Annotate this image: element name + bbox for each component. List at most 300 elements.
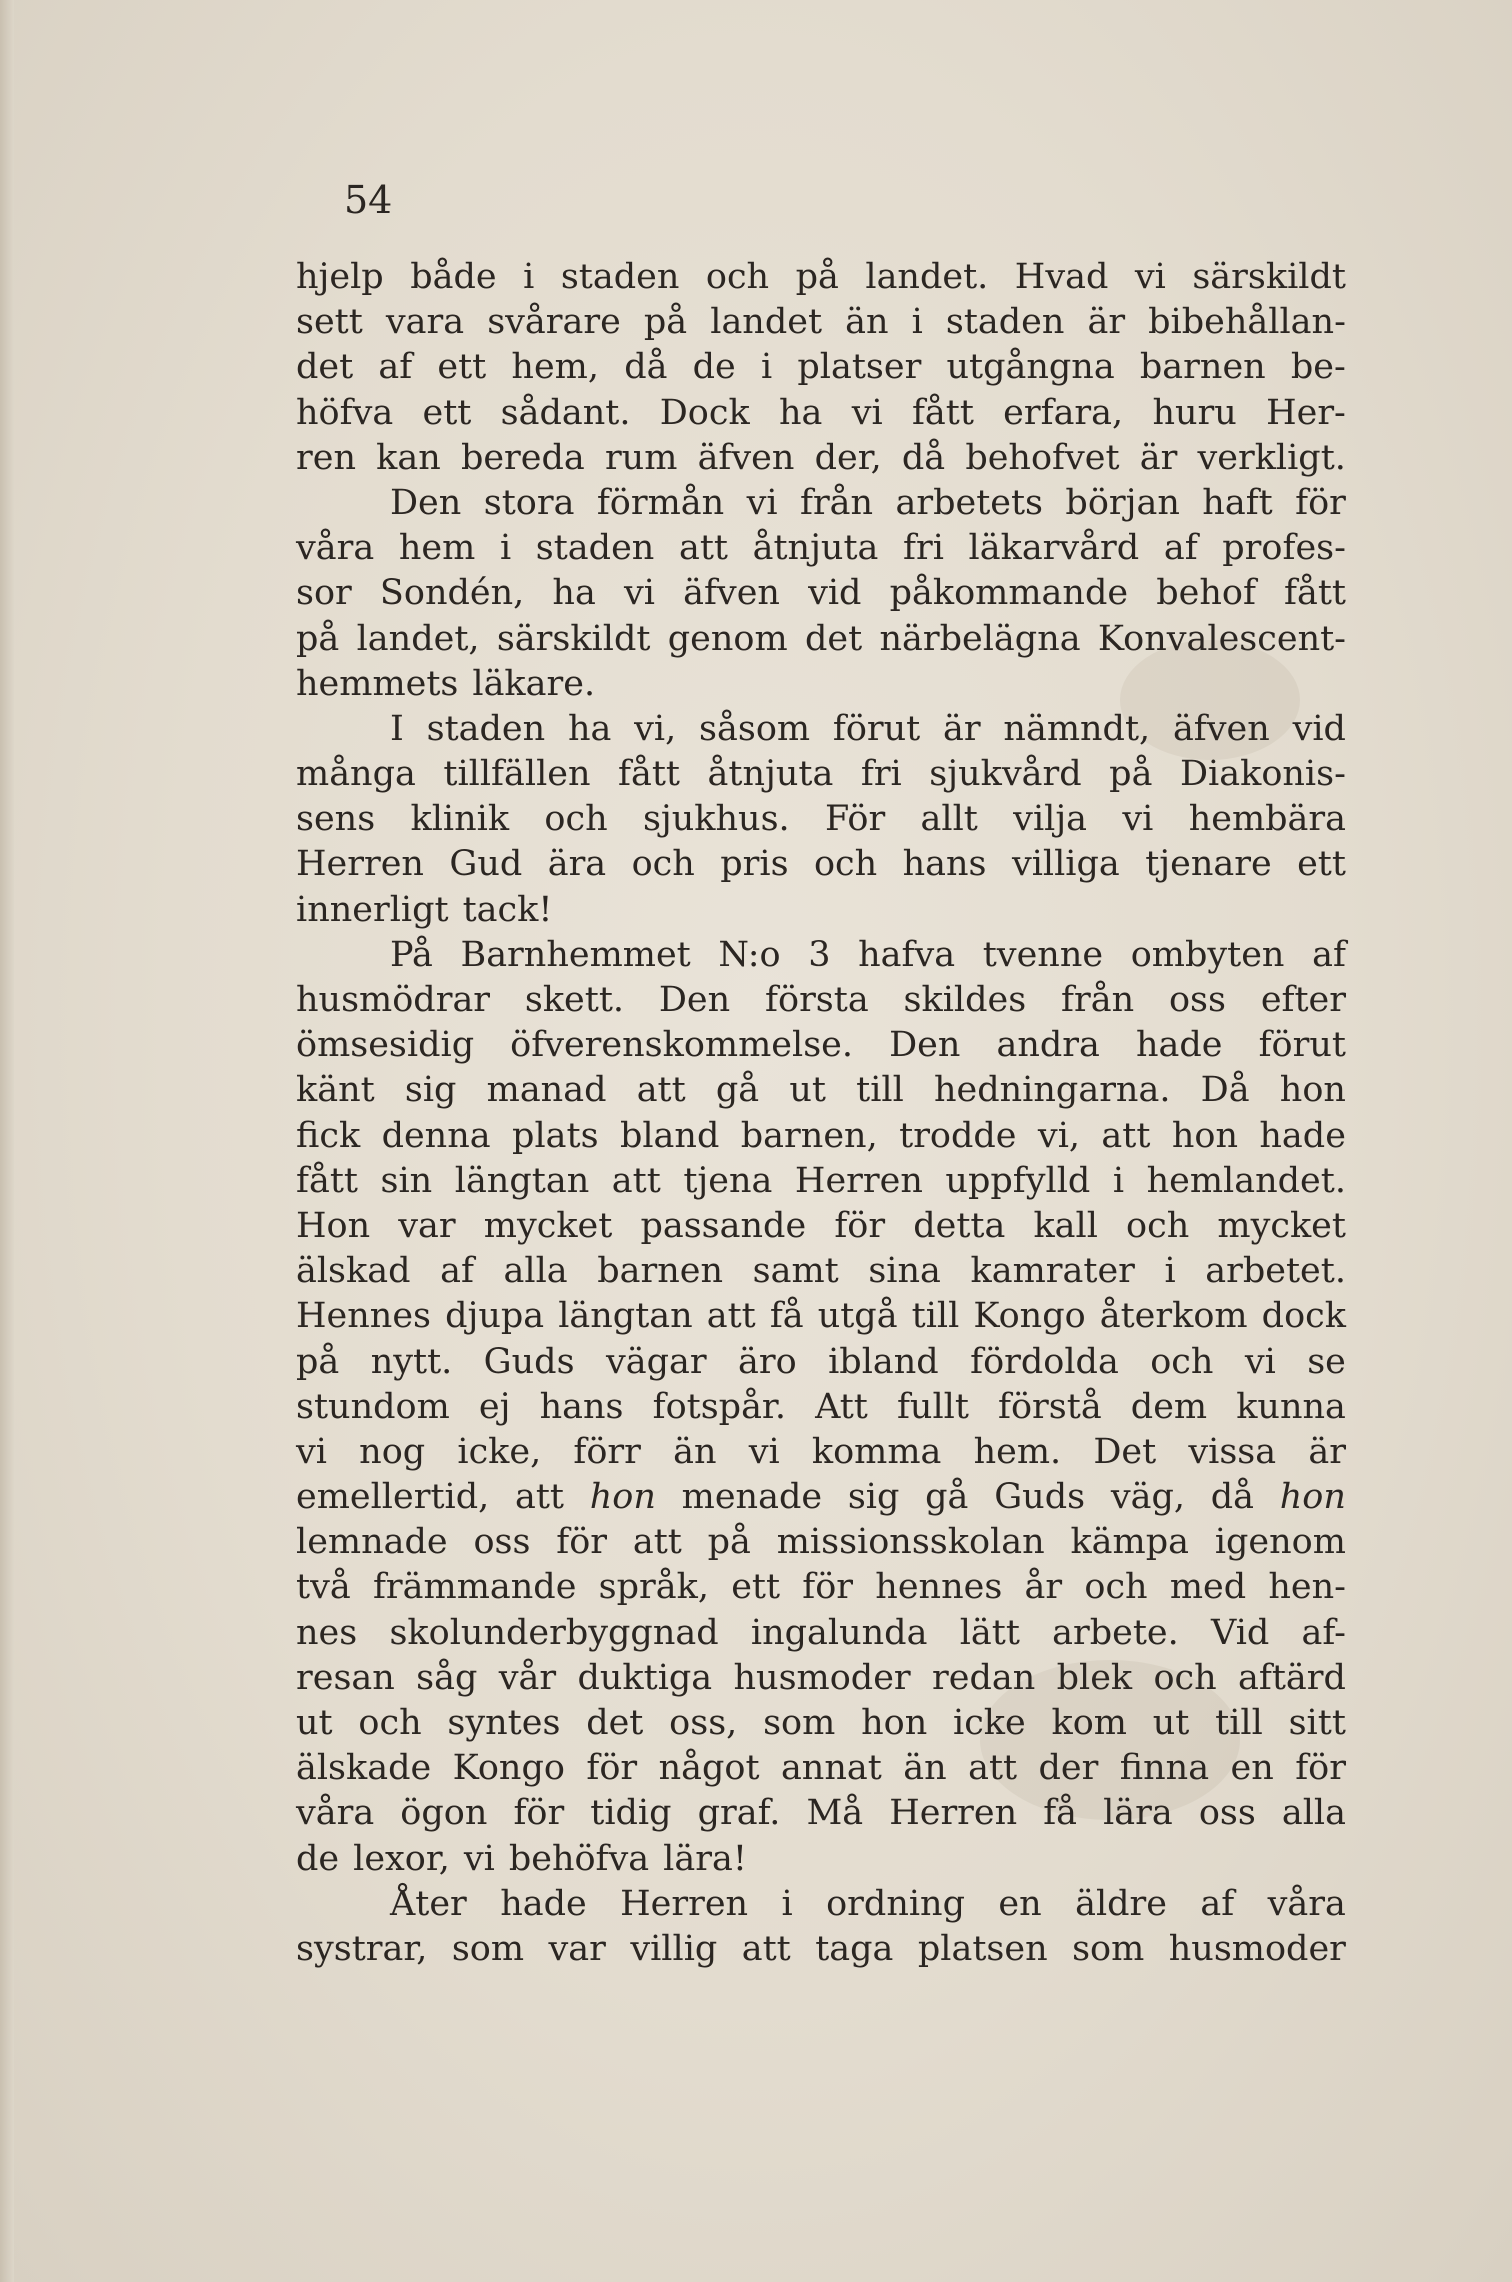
- text-line: [296, 842, 1346, 887]
- body-text: [296, 255, 1346, 1972]
- word: hade: [1135, 1025, 1223, 1066]
- word: Gud: [449, 844, 523, 885]
- word: Må: [806, 1793, 864, 1834]
- word: Då: [1200, 1070, 1250, 1111]
- text-line: [296, 1746, 1346, 1791]
- word: till: [856, 1070, 904, 1111]
- word: trodde: [899, 1115, 1017, 1156]
- word: oss: [473, 1522, 531, 1563]
- word: sor: [296, 573, 352, 614]
- word: många: [296, 754, 416, 795]
- word: hedningarna.: [933, 1070, 1171, 1111]
- text-line: [296, 1791, 1346, 1836]
- word: Konvalescent-: [1097, 618, 1346, 659]
- word: var: [548, 1928, 606, 1969]
- word: oss: [1168, 980, 1226, 1020]
- word: fri: [903, 528, 944, 569]
- word: som: [763, 1703, 836, 1743]
- word: dock: [1261, 1296, 1346, 1337]
- word: staden: [535, 528, 655, 569]
- word: från: [799, 482, 874, 523]
- word: och: [631, 844, 695, 885]
- word: hembära: [1188, 799, 1346, 840]
- word: Dock: [659, 392, 750, 433]
- word: på: [296, 618, 340, 659]
- word: förut: [1258, 1025, 1346, 1066]
- word: staden: [945, 302, 1065, 343]
- text-line: [296, 1882, 1346, 1927]
- word: ett: [437, 347, 487, 388]
- word: början: [1065, 482, 1180, 523]
- word: det: [586, 1703, 644, 1743]
- word: fått: [1284, 573, 1346, 614]
- word: ren: [296, 437, 356, 478]
- word: vi,: [634, 708, 677, 749]
- word: detta: [913, 1205, 1006, 1246]
- word: hade: [500, 1883, 587, 1924]
- word: bland: [619, 1115, 720, 1156]
- word: äldre: [1075, 1883, 1167, 1924]
- word: stora: [483, 482, 575, 523]
- word: mycket: [483, 1205, 613, 1246]
- word: Hon: [296, 1205, 371, 1246]
- word: förmån: [596, 482, 725, 523]
- word: fått: [911, 392, 974, 433]
- text-line: [296, 300, 1346, 345]
- word: sitt: [1288, 1703, 1346, 1743]
- word: nämndt,: [1003, 708, 1151, 749]
- word: menade: [681, 1477, 823, 1518]
- word: alla: [1281, 1793, 1346, 1834]
- word: passande: [640, 1205, 807, 1246]
- word: våra: [1267, 1883, 1346, 1924]
- word: staden: [426, 708, 546, 749]
- word: Den: [658, 980, 731, 1020]
- word: förr: [573, 1431, 641, 1472]
- word: Hennes: [296, 1296, 431, 1337]
- word: skett.: [524, 980, 625, 1020]
- text-line: [296, 1837, 1346, 1882]
- word: kall: [1033, 1205, 1098, 1246]
- word: icke: [953, 1703, 1026, 1743]
- word: Herren: [620, 1883, 749, 1924]
- text-line: [296, 1475, 1346, 1520]
- word: ha: [778, 392, 823, 433]
- text-line: [296, 1385, 1346, 1430]
- word: vår: [498, 1657, 557, 1698]
- word: profes-: [1222, 528, 1346, 569]
- word: hon: [1279, 1070, 1346, 1111]
- word: pris: [720, 844, 789, 885]
- word: på: [643, 302, 688, 343]
- word: lemnade: [296, 1522, 448, 1563]
- word: lära: [1103, 1793, 1173, 1834]
- word: hafva: [858, 934, 956, 975]
- word: äro: [738, 1341, 797, 1382]
- word: duktiga: [577, 1657, 713, 1698]
- word: dem: [1130, 1386, 1208, 1427]
- word: i: [523, 257, 535, 297]
- word: vid: [808, 573, 862, 614]
- word: vi: [296, 1431, 327, 1472]
- word: skolunderbyggnad: [389, 1612, 719, 1653]
- word: och: [1150, 1341, 1214, 1382]
- word: hem,: [511, 347, 599, 388]
- word: i: [1164, 1251, 1176, 1292]
- word: våra: [296, 528, 375, 569]
- word: barnen: [1139, 347, 1266, 388]
- word: och: [705, 257, 770, 297]
- text-line: [296, 436, 1346, 481]
- word: än: [845, 302, 889, 343]
- word: Barnhemmet: [460, 934, 691, 975]
- word: var: [398, 1205, 456, 1246]
- word: känt: [296, 1070, 375, 1111]
- word: annat: [780, 1748, 882, 1789]
- word: huru: [1152, 392, 1237, 433]
- word: För: [825, 799, 886, 840]
- text-line: [296, 797, 1346, 842]
- word: vi: [1244, 1341, 1276, 1382]
- word: få: [1043, 1793, 1078, 1834]
- word: återkom: [1099, 1296, 1248, 1337]
- word: ömsesidig: [296, 1025, 475, 1066]
- word: för: [556, 1522, 608, 1563]
- text-line: [296, 526, 1346, 571]
- word: af: [440, 1251, 474, 1292]
- text-line: [296, 752, 1346, 797]
- word: att: [632, 1522, 682, 1563]
- word: vi: [851, 392, 883, 433]
- text-line: [296, 1023, 1346, 1068]
- word: der,: [814, 437, 882, 478]
- word: främmande: [372, 1567, 577, 1608]
- word: efter: [1260, 980, 1346, 1020]
- word: väg,: [1110, 1477, 1185, 1518]
- text-line: [296, 662, 1346, 707]
- word: närbelägna: [879, 618, 1081, 659]
- word: fått: [618, 754, 680, 795]
- word: ögon: [400, 1793, 488, 1834]
- word: Den: [390, 482, 462, 523]
- word: der: [1038, 1748, 1099, 1789]
- word: oss,: [669, 1703, 738, 1743]
- word: tidig: [590, 1793, 672, 1834]
- text-line: [296, 1430, 1346, 1475]
- word: vi: [623, 573, 655, 614]
- word: vi: [1134, 257, 1166, 297]
- word: missionsskolan: [776, 1522, 1045, 1563]
- word: husmödrar: [296, 980, 491, 1020]
- word: arbetet.: [1205, 1251, 1346, 1292]
- word: N:o: [718, 934, 781, 975]
- word: ibland: [828, 1341, 939, 1382]
- word: särskildt: [496, 618, 651, 659]
- word: nes: [296, 1612, 358, 1653]
- word: hans: [539, 1386, 624, 1427]
- word: Sondén,: [379, 573, 525, 614]
- word: på: [296, 1341, 340, 1382]
- word: Her-: [1266, 392, 1346, 433]
- word: längtan: [454, 1160, 590, 1201]
- word: de: [692, 347, 736, 388]
- word: fått: [296, 1160, 358, 1201]
- text-line: [296, 707, 1346, 752]
- word: af: [1312, 934, 1346, 975]
- word: manad: [486, 1070, 607, 1111]
- word: sett: [296, 302, 363, 343]
- word: i: [1112, 1160, 1125, 1201]
- text-line: [296, 1114, 1346, 1159]
- word: och: [1084, 1567, 1148, 1608]
- word: sina: [868, 1251, 941, 1292]
- word: komma: [811, 1431, 942, 1472]
- word: äfven: [1172, 708, 1270, 749]
- word: ett: [1297, 844, 1346, 885]
- word: oss: [1198, 1793, 1256, 1834]
- word: år: [1024, 1567, 1063, 1608]
- word: kan: [376, 437, 441, 478]
- word: är: [1139, 437, 1178, 478]
- text-line: [296, 345, 1346, 390]
- word: landet.: [865, 257, 989, 297]
- word: Att: [815, 1386, 868, 1427]
- word: tvenne: [982, 934, 1104, 975]
- text-line: [296, 1340, 1346, 1385]
- word: såsom: [699, 708, 811, 749]
- word: utgå: [817, 1296, 898, 1337]
- word: Den: [889, 1025, 961, 1066]
- word: vissa: [1188, 1431, 1277, 1472]
- word: villig: [630, 1928, 718, 1969]
- word: vid: [1292, 708, 1346, 749]
- word: kämpa: [1070, 1522, 1190, 1563]
- word: då: [901, 437, 946, 478]
- text-line: [296, 1656, 1346, 1701]
- word: platsen: [917, 1928, 1048, 1969]
- word: få: [769, 1296, 804, 1337]
- word: ut: [296, 1703, 333, 1743]
- word: i: [499, 528, 512, 569]
- word: ingalunda: [750, 1612, 928, 1653]
- word: att: [515, 1477, 564, 1518]
- word: Vid: [1211, 1612, 1270, 1653]
- text-line: [296, 255, 1346, 300]
- word: hem: [398, 528, 476, 569]
- text-line: [296, 978, 1346, 1023]
- word: Hvad: [1014, 257, 1109, 297]
- word: höfva: [296, 392, 394, 433]
- word: åtnjuta: [752, 528, 879, 569]
- word: På: [390, 934, 433, 975]
- word: hade: [1259, 1115, 1346, 1156]
- word: af: [378, 347, 413, 388]
- word: sin: [380, 1160, 433, 1201]
- word: haft: [1202, 482, 1273, 523]
- word: på: [707, 1522, 751, 1563]
- word: vi: [463, 1838, 495, 1879]
- word: sjukvård: [929, 754, 1082, 795]
- word: en: [998, 1883, 1042, 1924]
- word: husmoder: [1168, 1928, 1346, 1969]
- word: tillfällen: [443, 754, 591, 795]
- word: barnen: [597, 1251, 724, 1292]
- word: icke,: [457, 1431, 542, 1472]
- word: lära!: [663, 1838, 747, 1879]
- word: bereda: [460, 437, 585, 478]
- word: älskade: [296, 1748, 432, 1789]
- word: är: [943, 708, 981, 749]
- word: de: [296, 1838, 340, 1879]
- word: öfverenskommelse.: [510, 1025, 853, 1066]
- word: åtnjuta: [707, 754, 834, 795]
- text-line: [296, 481, 1346, 526]
- word: det: [804, 618, 863, 659]
- word: att: [611, 1160, 661, 1201]
- text-line: [296, 1565, 1346, 1610]
- word: förut: [832, 708, 921, 749]
- word: äfven: [683, 573, 780, 614]
- word: klinik: [410, 799, 510, 840]
- word: är: [1087, 302, 1126, 343]
- word: både: [410, 257, 497, 297]
- word: hon: [861, 1703, 928, 1743]
- word: ut: [1152, 1703, 1190, 1743]
- word: som: [1072, 1928, 1145, 1969]
- word: för: [586, 1748, 638, 1789]
- word: påkommande: [889, 573, 1129, 614]
- word: aftärd: [1238, 1657, 1346, 1698]
- word: skildes: [903, 980, 1027, 1020]
- word: Guds: [994, 1477, 1086, 1518]
- word: till: [911, 1296, 960, 1337]
- page-binding-edge: [0, 0, 14, 2282]
- word: Kongo: [973, 1296, 1086, 1337]
- word: Diakonis-: [1179, 754, 1346, 795]
- word: hjelp: [296, 257, 384, 297]
- text-line: [296, 1249, 1346, 1294]
- text-line: [296, 391, 1346, 436]
- word: innerligt: [296, 889, 449, 930]
- word: fri: [860, 754, 902, 795]
- word: och: [1126, 1205, 1190, 1246]
- word: lätt: [959, 1612, 1020, 1653]
- word: en: [1230, 1748, 1274, 1789]
- word: för: [513, 1793, 565, 1834]
- word: för: [802, 1567, 854, 1608]
- word: då: [624, 347, 668, 388]
- word: läkare.: [472, 663, 596, 704]
- word: förstå: [998, 1386, 1102, 1427]
- word: att: [741, 1928, 791, 1969]
- word: finna: [1119, 1748, 1210, 1789]
- word: mycket: [1217, 1205, 1346, 1246]
- text-line: [296, 617, 1346, 662]
- word: behofvet: [965, 437, 1120, 478]
- word: ombyten: [1130, 934, 1285, 975]
- word: våra: [296, 1793, 375, 1834]
- word: något: [658, 1748, 760, 1789]
- word: än: [673, 1431, 717, 1472]
- word: ha: [567, 708, 612, 749]
- word: är: [1308, 1431, 1346, 1472]
- word: då: [1210, 1477, 1255, 1518]
- word: Guds: [483, 1341, 575, 1382]
- word: fullt: [896, 1386, 969, 1427]
- word: i: [911, 302, 923, 343]
- text-line: [296, 1068, 1346, 1113]
- word: vägar: [605, 1341, 707, 1382]
- word: systrar,: [296, 1928, 428, 1969]
- word: Herren: [794, 1160, 923, 1201]
- word: bibehållan-: [1148, 302, 1346, 343]
- word: arbete.: [1052, 1612, 1179, 1653]
- word: utgångna: [946, 347, 1115, 388]
- word: språk,: [598, 1567, 709, 1608]
- word: vilja: [1013, 799, 1088, 840]
- word: tjenare: [1145, 844, 1272, 885]
- word: ej: [478, 1386, 511, 1427]
- word: tack!: [462, 889, 553, 930]
- word: till: [1215, 1703, 1263, 1743]
- text-line: [296, 933, 1346, 978]
- word: och: [544, 799, 608, 840]
- word: vi,: [1037, 1115, 1081, 1156]
- word: I: [390, 708, 404, 749]
- word: ära: [547, 844, 607, 885]
- word: behof: [1156, 573, 1256, 614]
- word: barnen,: [740, 1115, 878, 1156]
- word: Kongo: [452, 1748, 565, 1789]
- word: ett: [731, 1567, 781, 1608]
- word: att: [636, 1070, 686, 1111]
- word: och: [1153, 1657, 1217, 1698]
- word: hon: [1279, 1477, 1346, 1518]
- word: kamrater: [970, 1251, 1135, 1292]
- text-line: [296, 1927, 1346, 1972]
- word: denna: [381, 1115, 491, 1156]
- word: gå: [925, 1477, 969, 1518]
- word: platser: [797, 347, 922, 388]
- word: vi: [1122, 799, 1154, 840]
- word: husmoder: [733, 1657, 911, 1698]
- word: resan: [296, 1657, 395, 1698]
- word: graf.: [697, 1793, 781, 1834]
- word: Herren: [296, 844, 424, 885]
- word: på: [1109, 754, 1153, 795]
- text-line: [296, 1204, 1346, 1249]
- word: det: [296, 347, 354, 388]
- word: se: [1307, 1341, 1346, 1382]
- word: hans: [902, 844, 987, 885]
- word: sådant.: [500, 392, 631, 433]
- word: erfara,: [1003, 392, 1124, 433]
- word: fotspår.: [652, 1386, 786, 1427]
- word: vara: [385, 302, 465, 343]
- word: Åter: [390, 1883, 467, 1924]
- word: villiga: [1011, 844, 1120, 885]
- word: kunna: [1236, 1386, 1346, 1427]
- word: sig: [404, 1070, 457, 1111]
- word: genom: [667, 618, 788, 659]
- word: alla: [503, 1251, 568, 1292]
- word: lexor,: [353, 1838, 450, 1879]
- word: kom: [1051, 1703, 1127, 1743]
- word: vi: [748, 1431, 780, 1472]
- word: fördolda: [970, 1341, 1119, 1382]
- word: läkarvård: [968, 528, 1140, 569]
- text-line: [296, 888, 1346, 933]
